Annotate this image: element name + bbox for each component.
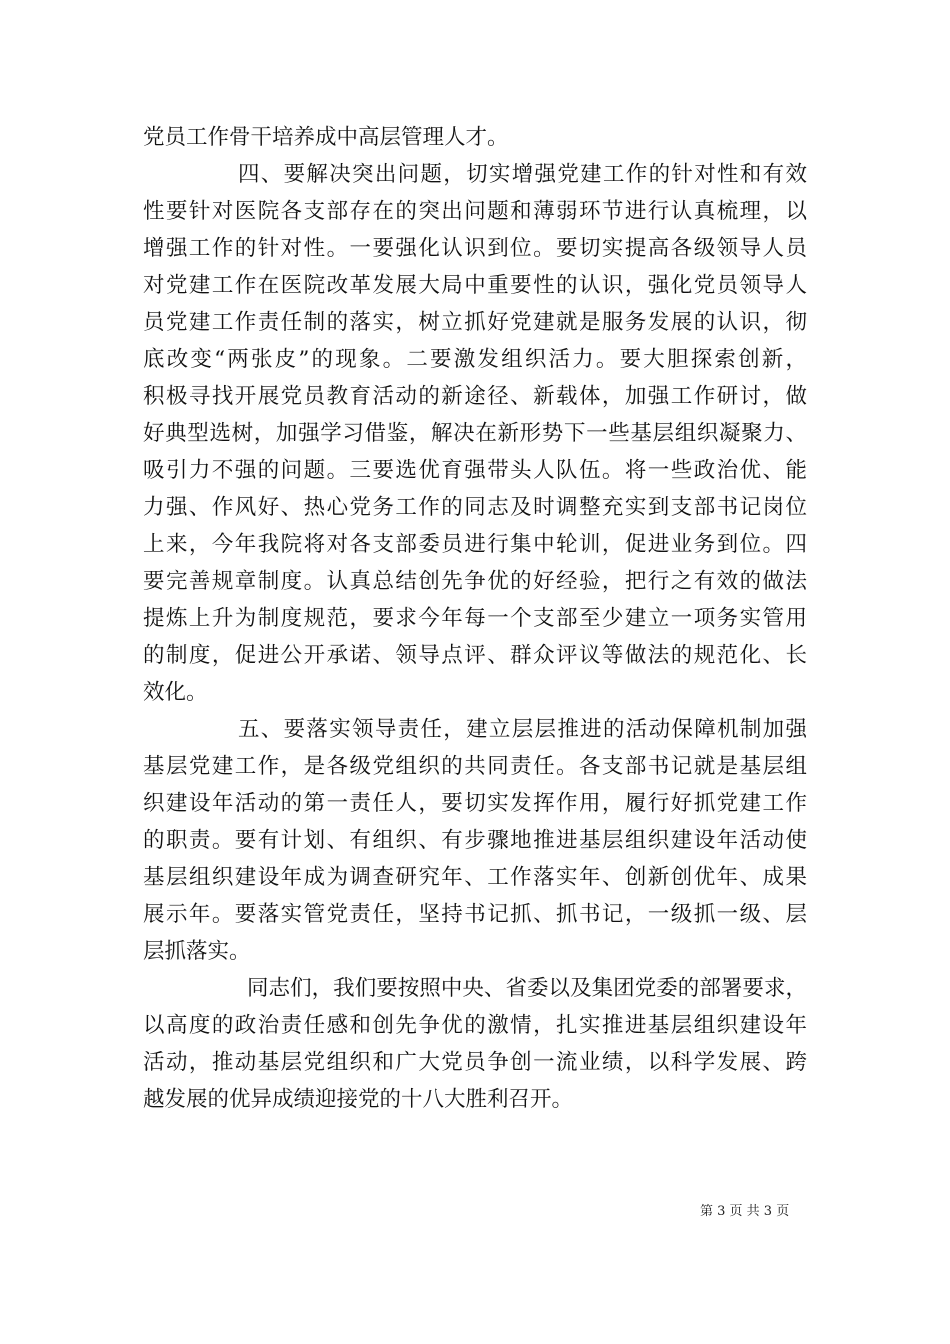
text-line: 五、要落实领导责任，建立层层推进的活动保障机制加强 [238, 717, 807, 742]
text-line: 员党建工作责任制的落实，树立抓好党建就是服务发展的认识，彻 [143, 310, 807, 335]
text-line: 织建设年活动的第一责任人，要切实发挥作用，履行好抓党建工作 [143, 791, 807, 816]
text-line: 增强工作的针对性。一要强化认识到位。要切实提高各级领导人员 [143, 236, 807, 261]
body-text [143, 119, 807, 1118]
text-line: 展示年。要落实管党责任，坚持书记抓、抓书记，一级抓一级、层 [143, 902, 807, 927]
text-line: 的制度，促进公开承诺、领导点评、群众评议等做法的规范化、长 [143, 643, 807, 668]
text-line: 越发展的优异成绩迎接党的十八大胜利召开。 [143, 1087, 574, 1112]
text-line: 力强、作风好、热心党务工作的同志及时调整充实到支部书记岗位 [143, 495, 807, 520]
text-line: 四、要解决突出问题，切实增强党建工作的针对性和有效 [238, 162, 807, 187]
text-line: 吸引力不强的问题。三要选优育强带头人队伍。将一些政治优、能 [143, 458, 807, 483]
text-line: 性要针对医院各支部存在的突出问题和薄弱环节进行认真梳理，以 [143, 199, 807, 224]
text-line: 党员工作骨干培养成中高层管理人才。 [143, 125, 509, 150]
text-line: 层抓落实。 [143, 939, 251, 964]
text-line: 活动，推动基层党组织和广大党员争创一流业绩，以科学发展、跨 [143, 1050, 807, 1075]
text-line: 上来，今年我院将对各支部委员进行集中轮训，促进业务到位。四 [143, 532, 807, 557]
text-line: 同志们，我们要按照中央、省委以及集团党委的部署要求， [247, 976, 807, 1001]
text-line: 好典型选树，加强学习借鉴，解决在新形势下一些基层组织凝聚力、 [143, 421, 807, 446]
text-line: 要完善规章制度。认真总结创先争优的好经验，把行之有效的做法 [143, 569, 807, 594]
text-line: 提炼上升为制度规范，要求今年每一个支部至少建立一项务实管用 [143, 606, 807, 631]
page-number: 第 3 页 共 3 页 [700, 1204, 790, 1219]
text-line: 对党建工作在医院改革发展大局中重要性的认识，强化党员领导人 [143, 273, 807, 298]
text-line: 积极寻找开展党员教育活动的新途径、新载体，加强工作研讨，做 [143, 384, 807, 409]
text-line: 以高度的政治责任感和创先争优的激情，扎实推进基层组织建设年 [143, 1013, 807, 1038]
text-line: 基层党建工作，是各级党组织的共同责任。各支部书记就是基层组 [143, 754, 807, 779]
text-line: 基层组织建设年成为调查研究年、工作落实年、创新创优年、成果 [143, 865, 807, 890]
text-line: 的职责。要有计划、有组织、有步骤地推进基层组织建设年活动使 [143, 828, 807, 853]
text-line: 效化。 [143, 680, 208, 705]
text-line: 底改变“两张皮”的现象。二要激发组织活力。要大胆探索创新， [143, 347, 807, 372]
